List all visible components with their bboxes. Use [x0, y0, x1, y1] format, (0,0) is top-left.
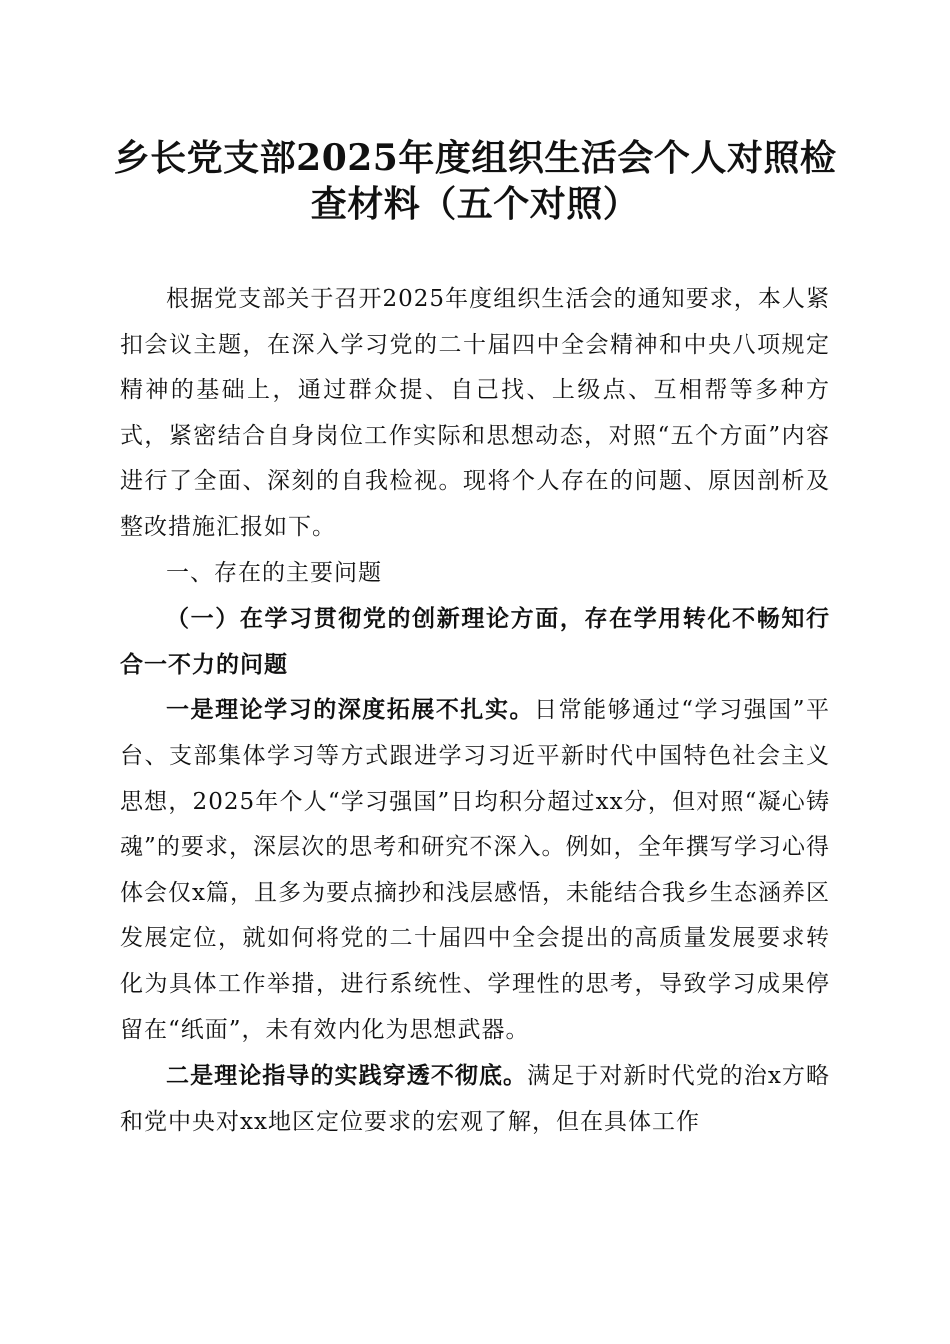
point-1-lead: 一是理论学习的深度拓展不扎实。 [166, 696, 535, 724]
point-1-paragraph [120, 687, 830, 1053]
title-line-1: 乡长党支部2025年度组织生活会个人对照检 [113, 137, 837, 179]
point-2-text: 满足于对新时代党的治x方略和党中央对xx地区定位要求的宏观了解，但在具体工作 [120, 1063, 830, 1135]
document-title [110, 135, 840, 227]
point-2-lead: 二是理论指导的实践穿透不彻底。 [166, 1062, 528, 1090]
intro-paragraph: 根据党支部关于召开2025年度组织生活会的通知要求，本人紧扣会议主题，在深入学习党的二十届四中全会精神和中央八项规定精神的基础上，通过群众提、自己找、上级点、互相帮等多种方式，紧密结合自身岗位工作实际和思想动态，对照“五个方面”内容进行了全面、深刻的自我检视。现将个人存在的问题、原因剖析及整改措施汇报如下。 [120, 286, 830, 540]
document-body [120, 277, 830, 1145]
section-heading-problems: 一、存在的主要问题 [166, 559, 382, 586]
subsection-heading-theory: （一）在学习贯彻党的创新理论方面，存在学用转化不畅知行合一不力的问题 [120, 605, 830, 678]
point-1-text: 日常能够通过“学习强国”平台、支部集体学习等方式跟进学习习近平新时代中国特色社会主义思想，2025年个人“学习强国”日均积分超过xx分，但对照“凝心铸魂”的要求，深层次的思考和研究不深入。例如，全年撰写学习心得体会仅x篇，且多为要点摘抄和浅层感悟，未能结合我乡生态涵养区发展定位，就如何将党的二十届四中全会提出的高质量发展要求转化为具体工作举措，进行系统性、学理性的思考，导致学习成果停留在“纸面”，未有效内化为思想武器。 [120, 697, 830, 1043]
title-line-2: 查材料（五个对照） [310, 183, 640, 225]
point-2-paragraph [120, 1053, 830, 1145]
